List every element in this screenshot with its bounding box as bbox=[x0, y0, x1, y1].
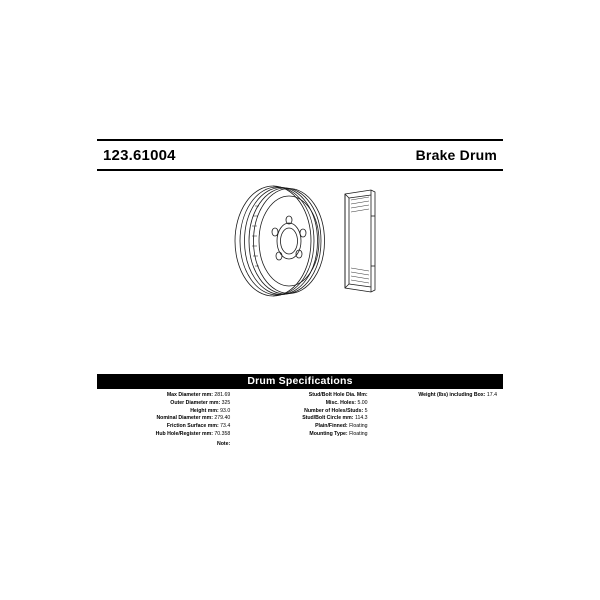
note-row bbox=[97, 441, 230, 449]
spec-label: Hub Hole/Register mm: bbox=[155, 430, 213, 437]
spec-value: 70.358 bbox=[214, 430, 231, 437]
spec-value: 325 bbox=[221, 399, 231, 406]
spec-label: Max Diameter mm: bbox=[166, 392, 213, 398]
spec-row bbox=[234, 408, 367, 416]
spec-label: Plain/Finned: bbox=[315, 423, 348, 430]
spec-row bbox=[234, 392, 367, 400]
spec-row bbox=[97, 408, 230, 416]
spec-value: 73.4 bbox=[220, 423, 231, 430]
spec-row bbox=[234, 400, 367, 408]
spec-value: 279.40 bbox=[214, 415, 231, 422]
spec-label: Misc. Holes: bbox=[325, 399, 356, 406]
spec-label: Height mm: bbox=[190, 407, 219, 414]
spec-value: Floating bbox=[349, 423, 368, 430]
spec-title: Drum Specifications bbox=[97, 374, 503, 389]
part-number: 123.61004 bbox=[103, 146, 176, 164]
spec-value: 17.4 bbox=[486, 392, 497, 398]
spec-label: Stud/Bolt Hole Dia. Mm: bbox=[308, 392, 368, 398]
spec-value: Floating bbox=[349, 430, 368, 437]
spec-row bbox=[97, 431, 230, 439]
spec-column-3 bbox=[372, 392, 503, 449]
spec-row bbox=[97, 392, 230, 400]
brake-drum-illustration bbox=[215, 176, 390, 306]
spec-value: 5 bbox=[364, 407, 368, 414]
product-type-label: Brake Drum bbox=[415, 147, 497, 163]
specifications-block bbox=[97, 374, 503, 449]
spec-row bbox=[97, 415, 230, 423]
spec-row bbox=[234, 431, 367, 439]
spec-body bbox=[97, 389, 503, 449]
spec-label: Nominal Diameter mm: bbox=[156, 415, 213, 422]
spec-row bbox=[234, 423, 367, 431]
note-label: Note: bbox=[217, 440, 231, 447]
spec-label: Friction Surface mm: bbox=[166, 423, 219, 430]
spec-label: Mounting Type: bbox=[309, 430, 348, 437]
spec-column-2 bbox=[234, 392, 371, 449]
spec-label: Stud/Bolt Circle mm: bbox=[302, 415, 354, 422]
spec-label: Weight (lbs) including Box: bbox=[418, 392, 486, 398]
spec-value: 281.69 bbox=[214, 392, 231, 398]
spec-row bbox=[97, 400, 230, 408]
spec-value: 93.0 bbox=[220, 407, 231, 414]
spec-label: Outer Diameter mm: bbox=[170, 399, 221, 406]
spec-value: 5.00 bbox=[357, 399, 368, 406]
spec-column-1 bbox=[97, 392, 234, 449]
spec-row bbox=[97, 423, 230, 431]
spec-row bbox=[234, 415, 367, 423]
spec-value: 114.3 bbox=[354, 415, 368, 422]
spec-row bbox=[372, 392, 497, 400]
header-band bbox=[97, 139, 503, 171]
spec-label: Number of Holes/Studs: bbox=[304, 407, 364, 414]
